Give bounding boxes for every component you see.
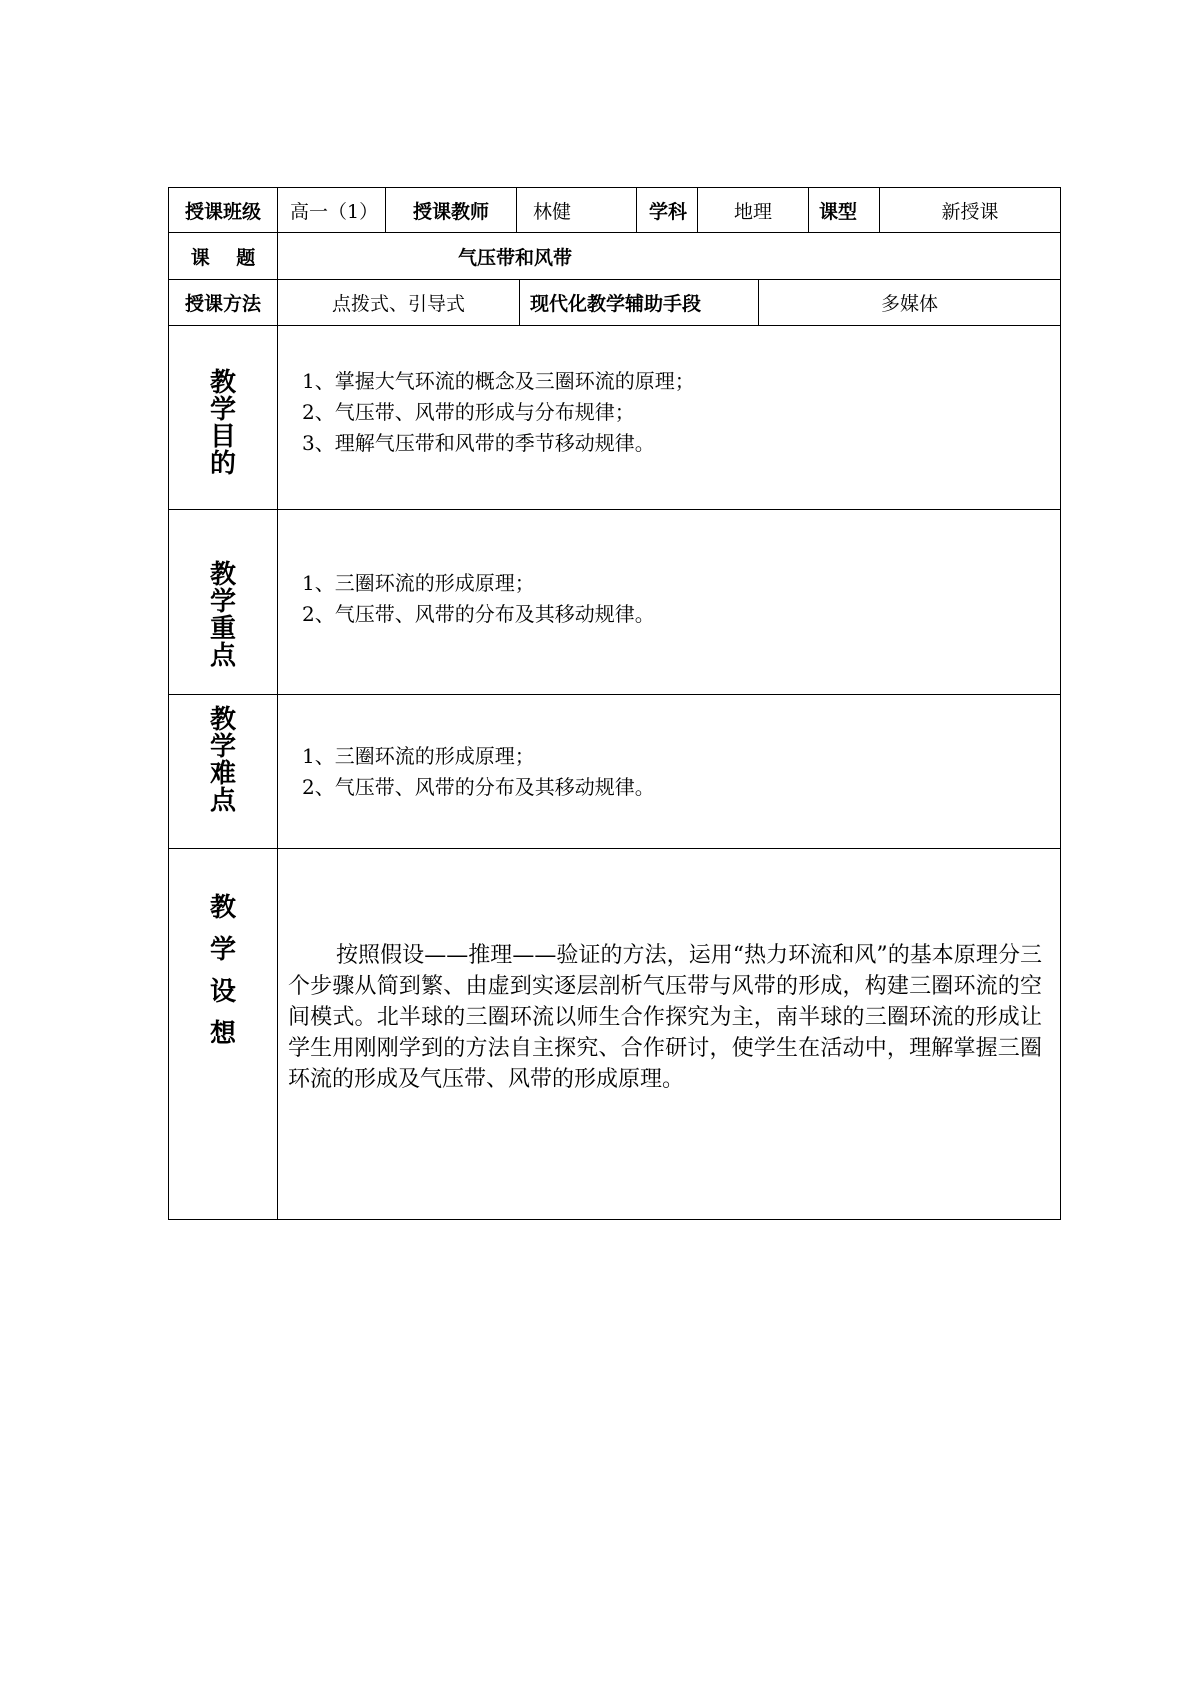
list-item: 3、理解气压带和风带的季节移动规律。: [302, 431, 655, 455]
difficulties-list: [302, 741, 655, 803]
class-label: 授课班级: [184, 200, 261, 223]
lesson-plan-table: [168, 187, 1061, 1220]
subject-label: 学科: [636, 188, 697, 232]
list-item: 2、气压带、风带的形成与分布规律；: [302, 400, 635, 424]
method-row: [168, 280, 1061, 326]
topic-label: 课 题: [190, 246, 256, 269]
method-value: 点拨式、引导式: [277, 280, 519, 325]
subject-value: 地理: [697, 188, 808, 232]
class-value: 高一（1）: [277, 188, 385, 232]
list-item: 2、气压带、风带的分布及其移动规律。: [302, 602, 655, 626]
design-row: [168, 849, 1061, 1220]
difficulties-row: [168, 695, 1061, 849]
label-char: 学: [209, 587, 236, 617]
difficulties-label: [169, 707, 277, 815]
label-char: 想: [209, 1019, 236, 1049]
aid-label: 现代化教学辅助手段: [519, 280, 758, 325]
header-row: [168, 187, 1061, 233]
method-label: 授课方法: [184, 293, 261, 315]
aid-value: 多媒体: [758, 280, 1060, 325]
objectives-label: [169, 370, 277, 478]
key-points-content: [277, 510, 1060, 694]
list-item: 1、掌握大气环流的概念及三圈环流的原理；: [302, 369, 695, 393]
label-char: 难: [209, 759, 236, 789]
key-points-label: [169, 562, 277, 670]
design-label: [169, 887, 277, 1055]
label-char: 教: [209, 560, 236, 590]
topic-value: 气压带和风带: [277, 233, 1060, 279]
topic-row: [168, 233, 1061, 280]
label-char: 设: [209, 977, 236, 1007]
teacher-label: 授课教师: [385, 188, 516, 232]
label-char: 学: [209, 732, 236, 762]
label-char: 目: [209, 422, 236, 452]
design-paragraph: 按照假设——推理——验证的方法，运用“热力环流和风”的基本原理分三个步骤从简到繁、由虚到实逐层剖析气压带与风带的形成，构建三圈环流的空间模式。北半球的三圈环流以师生合作探究为主，南半球的三圈环流的形成让学生用刚刚学到的方法自主探究、合作研讨，使学生在活动中，理解掌握三圈环流的形成及气压带、风带的形成原理。: [288, 943, 1042, 1092]
key-points-row: [168, 510, 1061, 695]
type-label: 课型: [808, 188, 879, 232]
list-item: 2、气压带、风带的分布及其移动规律。: [302, 775, 655, 799]
label-char: 重: [209, 614, 236, 644]
objectives-list: [302, 366, 695, 459]
label-char: 点: [209, 786, 236, 816]
teacher-value: 林健: [516, 188, 636, 232]
label-char: 教: [209, 893, 236, 923]
difficulties-content: [277, 695, 1060, 848]
label-char: 学: [209, 395, 236, 425]
design-content: [277, 849, 1060, 1219]
label-char: 教: [209, 705, 236, 735]
key-points-list: [302, 568, 655, 630]
objectives-row: [168, 326, 1061, 510]
label-char: 点: [209, 641, 236, 671]
objectives-content: [277, 326, 1060, 509]
label-char: 学: [209, 935, 236, 965]
list-item: 1、三圈环流的形成原理；: [302, 571, 535, 595]
label-char: 的: [209, 449, 236, 479]
label-char: 教: [209, 368, 236, 398]
list-item: 1、三圈环流的形成原理；: [302, 744, 535, 768]
type-value: 新授课: [879, 188, 1060, 232]
